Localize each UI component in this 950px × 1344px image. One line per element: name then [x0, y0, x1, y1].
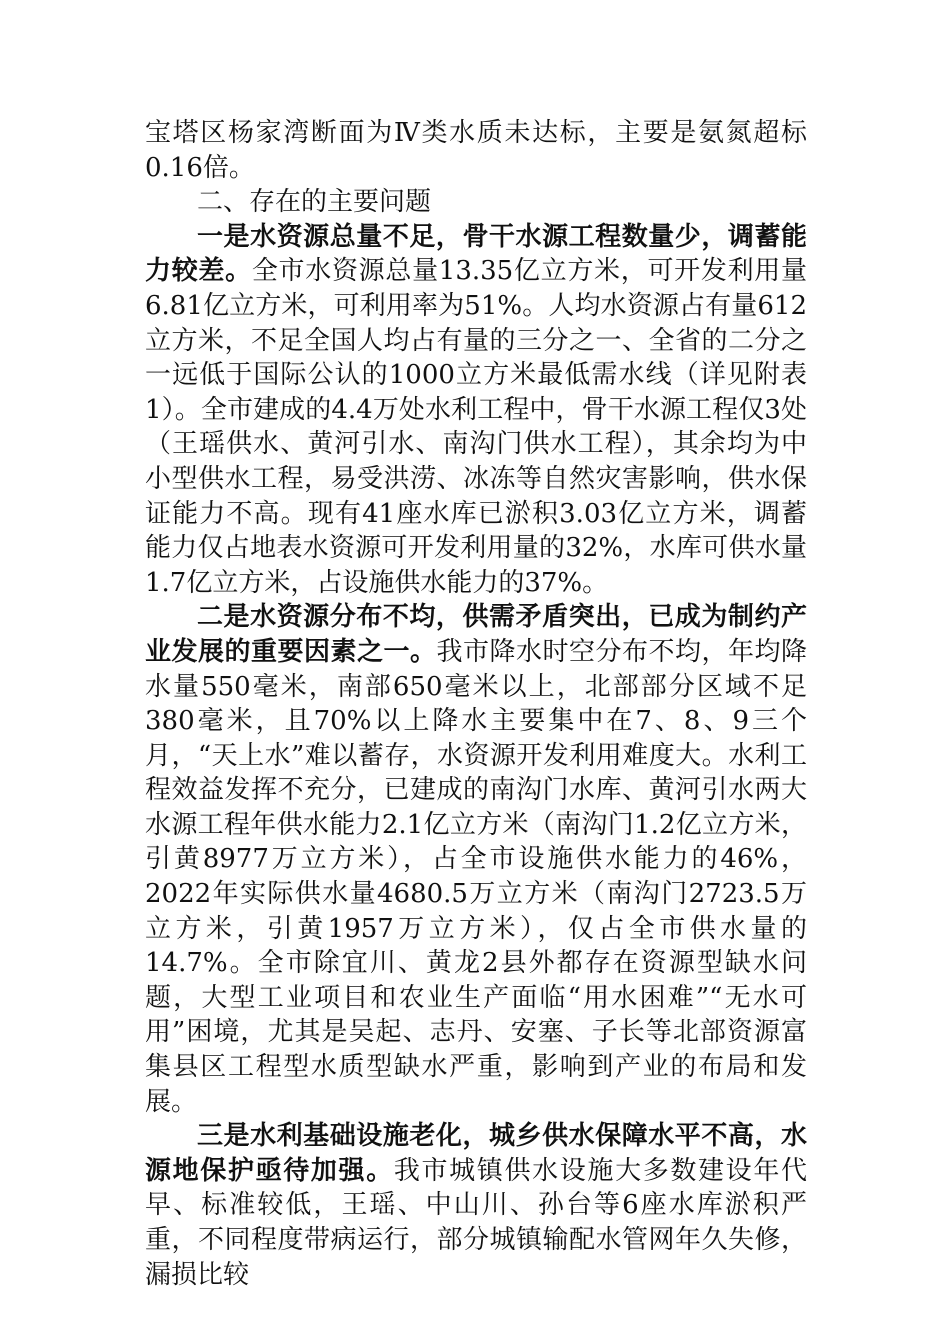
paragraph-text: 我市降水时空分布不均，年均降水量550毫米，南部650毫米以上，北部部分区域不足380毫米，且70%以上降水主要集中在7、8、9三个月，“天上水”难以蓄存，水资源开发利用难度大。水利工程效益发挥不充分，已建成的南沟门水库、黄河引水两大水源工程年供水能力2.1亿立方米（南沟门1.2亿立方米，引黄8977万立方米），占全市设施供水能力的46%，2022年实际供水量4680.5万立方米（南沟门2723.5万立方米，引黄1957万立方米），仅占全市供水量的14.7%。全市除宜川、黄龙2县外都存在资源型缺水问题，大型工业项目和农业生产面临“用水困难”“无水可用”困境，尤其是吴起、志丹、安塞、子长等北部资源富集县区工程型水质型缺水严重，影响到产业的布局和发展。: [145, 636, 807, 1117]
paragraph-issue-2: [145, 600, 807, 1119]
section-heading-text: 二、存在的主要问题: [197, 187, 432, 218]
paragraph-lead: 二是水资源分布不均，供需矛盾突出，已成为制约产业发展的重要因素之一。: [145, 602, 807, 667]
paragraph-continuation: [145, 116, 807, 185]
paragraph-text: 我市城镇供水设施大多数建设年代早、标准较低，王瑶、中山川、孙台等6座水库淤积严重，不同程度带病运行，部分城镇输配水管网年久失修，漏损比较: [145, 1155, 807, 1290]
paragraph-issue-3: [145, 1119, 807, 1292]
paragraph-issue-1: [145, 220, 807, 601]
section-heading: [145, 185, 807, 220]
document-body: [145, 116, 807, 1292]
paragraph-lead: 一是水资源总量不足，骨干水源工程数量少，调蓄能力较差。: [145, 221, 807, 287]
paragraph-text: 全市水资源总量13.35亿立方米，可开发利用量6.81亿立方米，可利用率为51%。人均水资源占有量612立方米，不足全国人均占有量的三分之一、全省的二分之一远低于国际公认的1000立方米最低需水线（详见附表1）。全市建成的4.4万处水利工程中，骨干水源工程仅3处（王瑶供水、黄河引水、南沟门供水工程），其余均为中小型供水工程，易受洪涝、冰冻等自然灾害影响，供水保证能力不高。现有41座水库已淤积3.03亿立方米，调蓄能力仅占地表水资源可开发利用量的32%，水库可供水量1.7亿立方米，占设施供水能力的37%。: [145, 256, 807, 598]
paragraph-text: 宝塔区杨家湾断面为Ⅳ类水质未达标，主要是氨氮超标0.16倍。: [145, 118, 807, 183]
paragraph-lead: 三是水利基础设施老化，城乡供水保障水平不高，水源地保护亟待加强。: [145, 1121, 807, 1186]
